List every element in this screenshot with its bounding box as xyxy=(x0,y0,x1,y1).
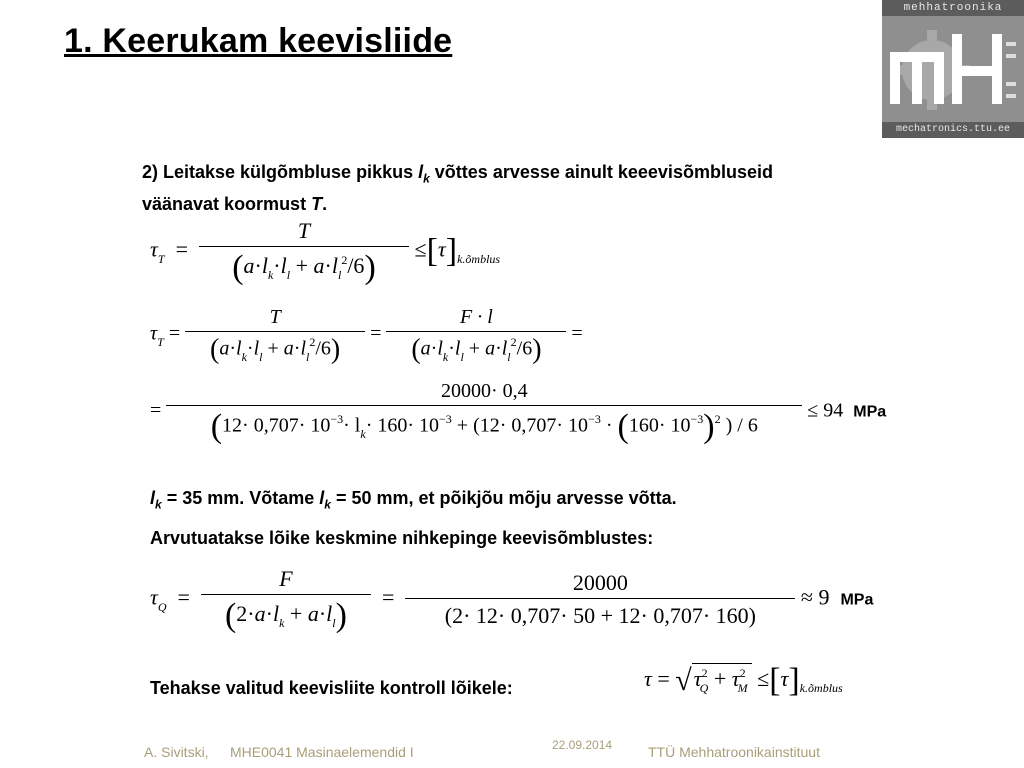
average-stress-paragraph: Arvutuatakse lõike keskmine nihkepinge keevisõmblustes: xyxy=(150,528,654,548)
unit-mpa: MPa xyxy=(853,403,887,421)
footer-course: MHE0041 Masinaelemendid I xyxy=(230,744,414,760)
footer-date: 22.09.2014 xyxy=(552,738,613,752)
logo-top-text: mehhatroonika xyxy=(882,0,1024,16)
logo-gear-icon xyxy=(882,0,1024,138)
unit-mpa: MPa xyxy=(840,591,874,609)
lk-paragraph: $l_k = 35$ mm. Võtame $l_k = 50$ mm, et põikjõu mõju arvesse võtta. xyxy=(150,488,677,512)
equation-4: $\tau_Q$ = $\frac{F}{(2\cdot a\cdot l_k + a\cdot l_l)}$ = $\frac{20000}{(2\cdot 12\cdot 0,707\cdot 50 + 12\cdot 0,707\cdot 160)}$ ≈ 9 MPa xyxy=(150,566,874,634)
logo-bottom-text: mechatronics.ttu.ee xyxy=(882,122,1024,138)
equation-5: $\tau = √\tau^2_Q + \tau^2_M \le[\tau]_{k.õmblus}$ xyxy=(644,662,843,699)
footer-institute: TTÜ Mehhatroonikainstituut xyxy=(648,744,820,760)
slide-title: 1. Keerukam keevisliide xyxy=(64,22,453,60)
equation-2: $\tau_T$ = $\frac{T}{(a\cdot l_k\cdot l_l + a\cdot l_l^2/6)}$ = $\frac{F \cdot l}{(a\cdot l_k\cdot l_l + a\cdot l_l^2/6)}$ = xyxy=(150,306,583,365)
equation-3: = 20000· 0,4 ($12\cdot 0,707\cdot 10^{-3}\cdot l_k\cdot 160\cdot 10^{-3} + (12\cdot 0,707\cdot 10^{-3} \cdot (160\cdot 10^{-3})^2$ ) / 6 ≤ 94 MPa xyxy=(150,380,887,445)
control-paragraph: Tehakse valitud keevisliite kontroll lõikele: xyxy=(150,678,513,698)
intro-paragraph: 2) Leitakse külgõmbluse pikkus $l_k$ võttes arvesse ainult keeevisõmbluseid väänavat koormust T. xyxy=(142,162,773,214)
equation-1: $\tau_T$ = $\frac{T}{(a\cdot l_k\cdot l_l + a\cdot l_l^2/6)}$ $\le[\tau]_{k.õmblus}$ xyxy=(150,218,501,286)
mechatronics-logo xyxy=(882,0,1024,138)
footer-author: A. Sivitski, xyxy=(144,744,209,760)
